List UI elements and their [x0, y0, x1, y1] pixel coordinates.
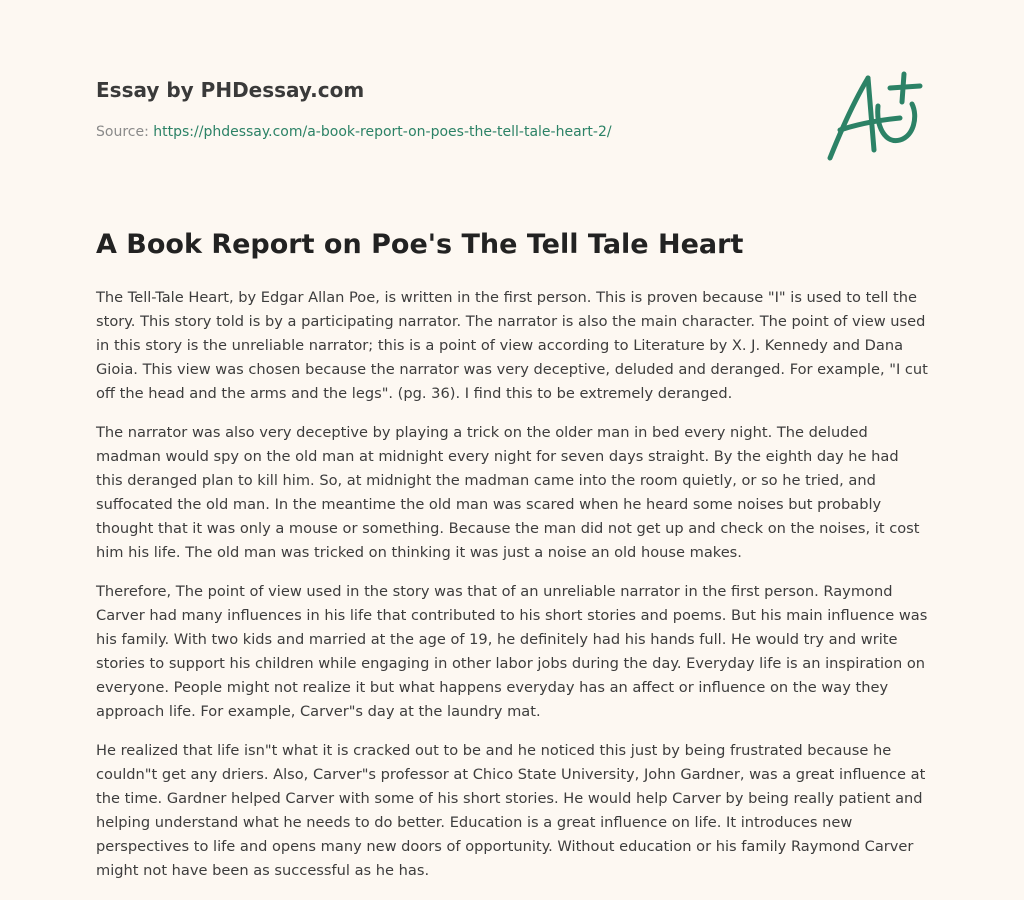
a-plus-logo	[820, 68, 930, 168]
essay-paragraph: The Tell-Tale Heart, by Edgar Allan Poe, is written in the first person. This is proven because "I" is used to tell the story. This story told is by a participating narrator. The narrator is also the main character. The point of view used in this story is the unreliable narrator; this is a point of view according to Literature by X. J. Kennedy and Dana Gioia. This view was chosen because the narrator was very deceptive, deluded and deranged. For example, "I cut off the head and the arms and the legs". (pg. 36). I find this to be extremely deranged.	[96, 289, 928, 402]
source-label: Source:	[96, 124, 154, 140]
essay-paragraph: Therefore, The point of view used in the story was that of an unreliable narrator in the first person. Raymond Carver had many influences in his life that contributed to his short stories and poems. But his main influence was his family. With two kids and married at the age of 19, he definitely had his hands full. He would try and write stories to support his children while engaging in other labor jobs during the day. Everyday life is an inspiration on everyone. People might not realize it but what happens everyday has an affect or influence on the way they approach life. For example, Carver"s day at the laundry mat.	[96, 583, 928, 720]
essay-paragraph: The narrator was also very deceptive by playing a trick on the older man in bed every night. The deluded madman would spy on the old man at midnight every night for seven days straight. By the eighth day he had this deranged plan to kill him. So, at midnight the madman came into the room quietly, or so he tried, and suffocated the old man. In the meantime the old man was scared when he heard some noises but probably thought that it was only a mouse or something. Because the man did not get up and check on the noises, it cost him his life. The old man was tricked on thinking it was just a noise an old house makes.	[96, 424, 920, 561]
source-link[interactable]: https://phdessay.com/a-book-report-on-poes-the-tell-tale-heart-2/	[153, 124, 612, 140]
a-plus-logo-icon	[820, 68, 930, 168]
source-line	[96, 122, 796, 142]
page-header	[96, 76, 796, 142]
essay-paragraph: He realized that life isn"t what it is cracked out to be and he noticed this just by being frustrated because he couldn"t get any driers. Also, Carver"s professor at Chico State University, John Gardner, was a great influence at the time. Gardner helped Carver with some of his short stories. He would help Carver by being really patient and helping understand what he needs to do better. Education is a great influence on life. It introduces new perspectives to life and opens many new doors of opportunity. Without education or his family Raymond Carver might not have been as successful as he has.	[96, 742, 926, 879]
site-title: Essay by PHDessay.com	[96, 78, 365, 102]
essay-title: A Book Report on Poe's The Tell Tale Heart	[96, 229, 744, 260]
essay-body	[96, 286, 928, 898]
